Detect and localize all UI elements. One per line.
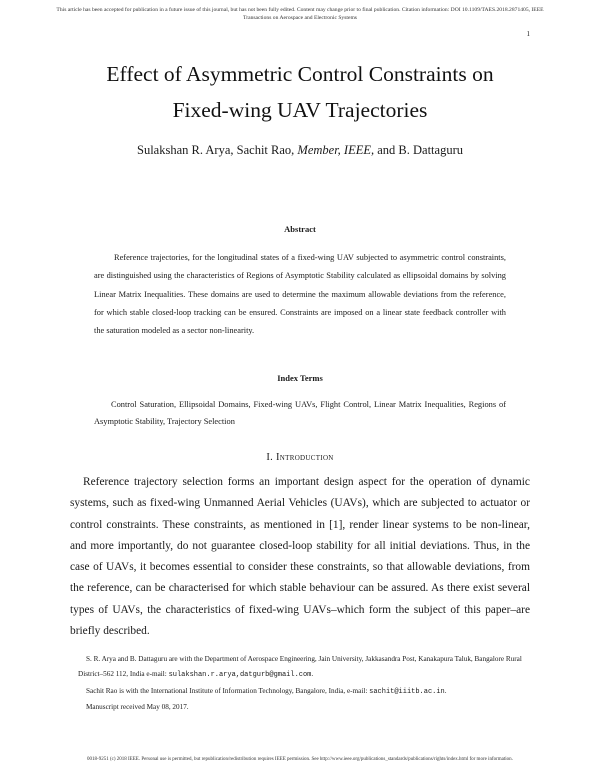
section-title: Introduction — [276, 452, 334, 463]
authors-part-2: and B. Dattaguru — [377, 143, 463, 157]
footnote-1-text: S. R. Arya and B. Dattaguru are with the Department of Aerospace Engineering, Jain University, Jakkasandra Post, Kanakapura Taluk, Bangalore Rural District–562 112, India e-mail: — [78, 655, 522, 679]
abstract-text: Reference trajectories, for the longitudinal states of a fixed-wing UAV subjected to asymmetric control constraints, are distinguished using the characteristics of Regions of Asymptotic Stability calculated as ellipsoidal domains by solving Linear Matrix Inequalities. These domains are used to determine the maximum allowable deviations from the reference, for which stable closed-loop tracking can be ensured. Constraints are imposed on a linear state feedback controller with the saturation modeled as a sector non-linearity. — [94, 253, 506, 336]
author-list — [40, 143, 560, 158]
footnote-affiliation-1: S. R. Arya and B. Dattaguru are with the Department of Aerospace Engineering, Jain University, Jakkasandra Post, Kanakapura Taluk, Bangalore Rural District–562 112, India e-mail: sulakshan.r.arya,datgurb@gmail.com. — [78, 655, 522, 680]
introduction-paragraph: Reference trajectory selection forms an important design aspect for the operation of dynamic systems, such as fixed-wing Unmanned Aerial Vehicles (UAVs), which are subjected to actuator or control constraints. These constraints, as mentioned in [1], render linear systems to be non-linear, and more importantly, do not guarantee closed-loop stability for all initial deviations. Thus, in the case of UAVs, it becomes essential to consider these constraints, so that allowable deviations, from the reference, can be characterised for which stable behaviour can be assured. As there exist several types of UAVs, the characteristics of fixed-wing UAVs–which form the subject of this paper–are briefly described. — [70, 476, 530, 638]
paper-title — [40, 56, 560, 128]
copyright-footer: 0018-9251 (c) 2018 IEEE. Personal use is permitted, but republication/redistribution requires IEEE permission. See http://www.ieee.org/publications_standards/publications/rights/index.html for more information. — [87, 757, 513, 762]
footnote-manuscript-date: Manuscript received May 08, 2017. — [86, 702, 189, 711]
footnote-1-email[interactable]: sulakshan.r.arya,datgurb@gmail.com — [168, 671, 312, 680]
footnote-affiliation-2: Sachit Rao is with the International Institute of Information Technology, Bangalore, India, e-mail: sachit@iiitb.ac.in. — [86, 686, 447, 696]
notice-line-1: This article has been accepted for publication in a future issue of this journal, but has not been fully edited. Content may change prior to final publication. Citation information: DOI 10.1109/TAES.2018.2871405, IEEE — [56, 7, 544, 13]
publication-notice — [10, 6, 590, 22]
title-line-2: Fixed-wing UAV Trajectories — [172, 98, 428, 122]
footnotes — [78, 652, 530, 715]
abstract-heading: Abstract — [284, 224, 316, 234]
footnote-2-text: Sachit Rao is with the International Institute of Information Technology, Bangalore, India, e-mail: — [86, 686, 368, 695]
title-line-1: Effect of Asymmetric Control Constraints on — [106, 62, 494, 86]
authors-membership: Member, IEEE, — [297, 143, 375, 157]
section-numeral: I. — [266, 452, 274, 463]
page-number: 1 — [526, 30, 530, 38]
notice-line-2: Transactions on Aerospace and Electronic Systems — [243, 15, 357, 21]
section-heading — [0, 452, 600, 463]
index-terms-text: Control Saturation, Ellipsoidal Domains, Fixed-wing UAVs, Flight Control, Linear Matrix Inequalities, Regions of Asymptotic Stability, Trajectory Selection — [94, 400, 506, 426]
index-terms-heading: Index Terms — [277, 373, 323, 383]
footnote-2-email[interactable]: sachit@iiitb.ac.in — [369, 687, 445, 696]
authors-part-1: Sulakshan R. Arya, Sachit Rao, — [137, 143, 295, 157]
